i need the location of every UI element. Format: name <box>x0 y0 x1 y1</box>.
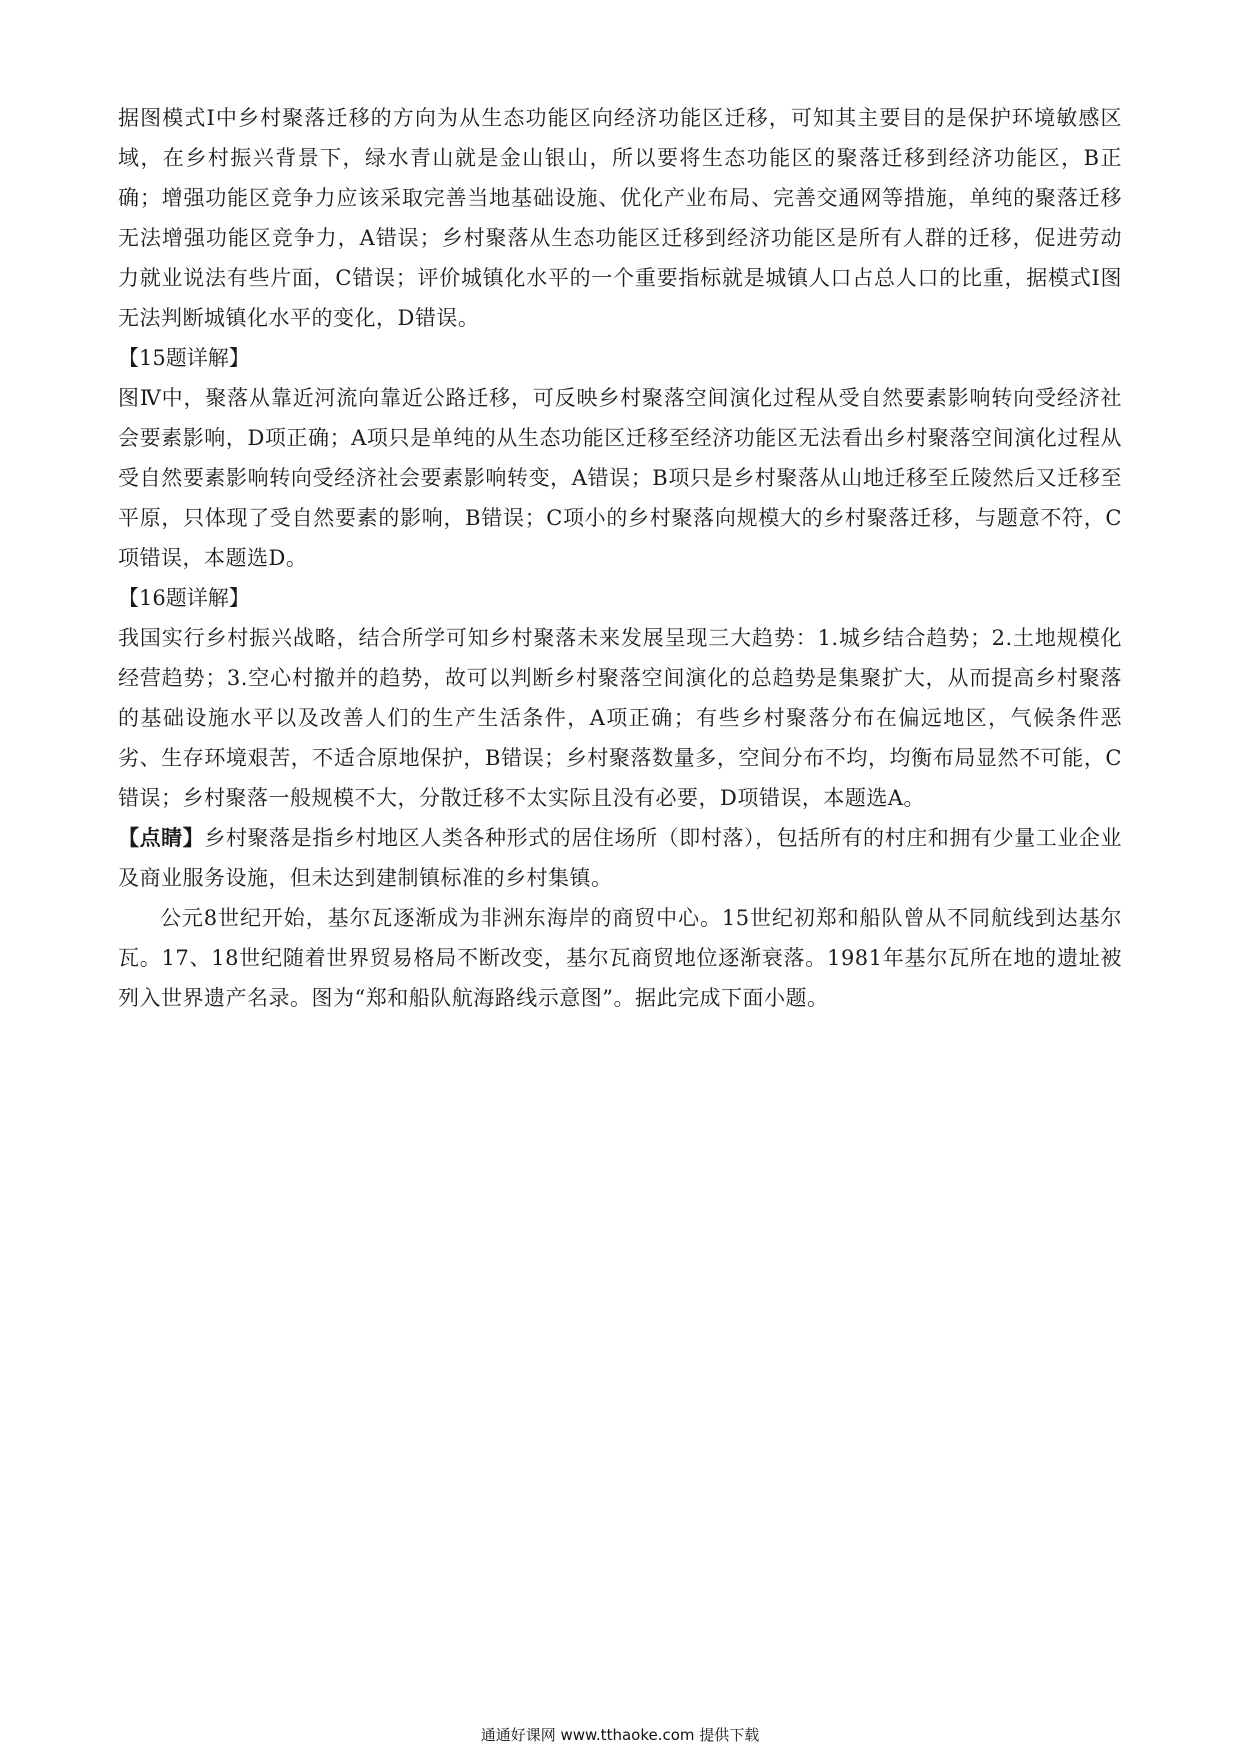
explanation-paragraph-15: 图Ⅳ中，聚落从靠近河流向靠近公路迁移，可反映乡村聚落空间演化过程从受自然要素影响转向受经济社会要素影响，D项正确；A项只是单纯的从生态功能区迁移至经济功能区无法看出乡村聚落空间演化过程从受自然要素影响转向受经济社会要素影响转变，A错误；B项只是乡村聚落从山地迁移至丘陵然后又迁移至平原，只体现了受自然要素的影响，B错误；C项小的乡村聚落向规模大的乡村聚落迁移，与题意不符，C项错误，本题选D。 <box>118 386 1122 570</box>
explanation-paragraph-16: 我国实行乡村振兴战略，结合所学可知乡村聚落未来发展呈现三大趋势：1.城乡结合趋势；2.土地规模化经营趋势；3.空心村撤并的趋势，故可以判断乡村聚落空间演化的总趋势是集聚扩大，从而提高乡村聚落的基础设施水平以及改善人们的生产生活条件，A项正确；有些乡村聚落分布在偏远地区，气候条件恶劣、生存环境艰苦，不适合原地保护，B错误；乡村聚落数量多，空间分布不均，均衡布局显然不可能，C错误；乡村聚落一般规模不大，分散迁移不太实际且没有必要，D项错误，本题选A。 <box>118 626 1122 810</box>
key-point-text: 乡村聚落是指乡村地区人类各种形式的居住场所（即村落），包括所有的村庄和拥有少量工业企业及商业服务设施，但未达到建制镇标准的乡村集镇。 <box>118 826 1123 890</box>
page-footer: 通通好课网 www.tthaoke.com 提供下载 <box>480 1726 760 1744</box>
question-16-heading: 【16题详解】 <box>118 586 250 610</box>
document-body <box>118 98 1122 1018</box>
explanation-paragraph-14: 据图模式Ⅰ中乡村聚落迁移的方向为从生态功能区向经济功能区迁移，可知其主要目的是保护环境敏感区域，在乡村振兴背景下，绿水青山就是金山银山，所以要将生态功能区的聚落迁移到经济功能区，B正确；增强功能区竞争力应该采取完善当地基础设施、优化产业布局、完善交通网等措施，单纯的聚落迁移无法增强功能区竞争力，A错误；乡村聚落从生态功能区迁移到经济功能区是所有人群的迁移，促进劳动力就业说法有些片面，C错误；评价城镇化水平的一个重要指标就是城镇人口占总人口的比重，据模式Ⅰ图无法判断城镇化水平的变化，D错误。 <box>118 106 1122 330</box>
key-point-label: 【点睛】 <box>118 825 205 850</box>
material-intro-paragraph: 公元8世纪开始，基尔瓦逐渐成为非洲东海岸的商贸中心。15世纪初郑和船队曾从不同航线到达基尔瓦。17、18世纪随着世界贸易格局不断改变，基尔瓦商贸地位逐渐衰落。1981年基尔瓦所在地的遗址被列入世界遗产名录。图为“郑和船队航海路线示意图”。据此完成下面小题。 <box>118 906 1122 1010</box>
key-point-note <box>118 818 1122 898</box>
question-15-heading: 【15题详解】 <box>118 346 250 370</box>
